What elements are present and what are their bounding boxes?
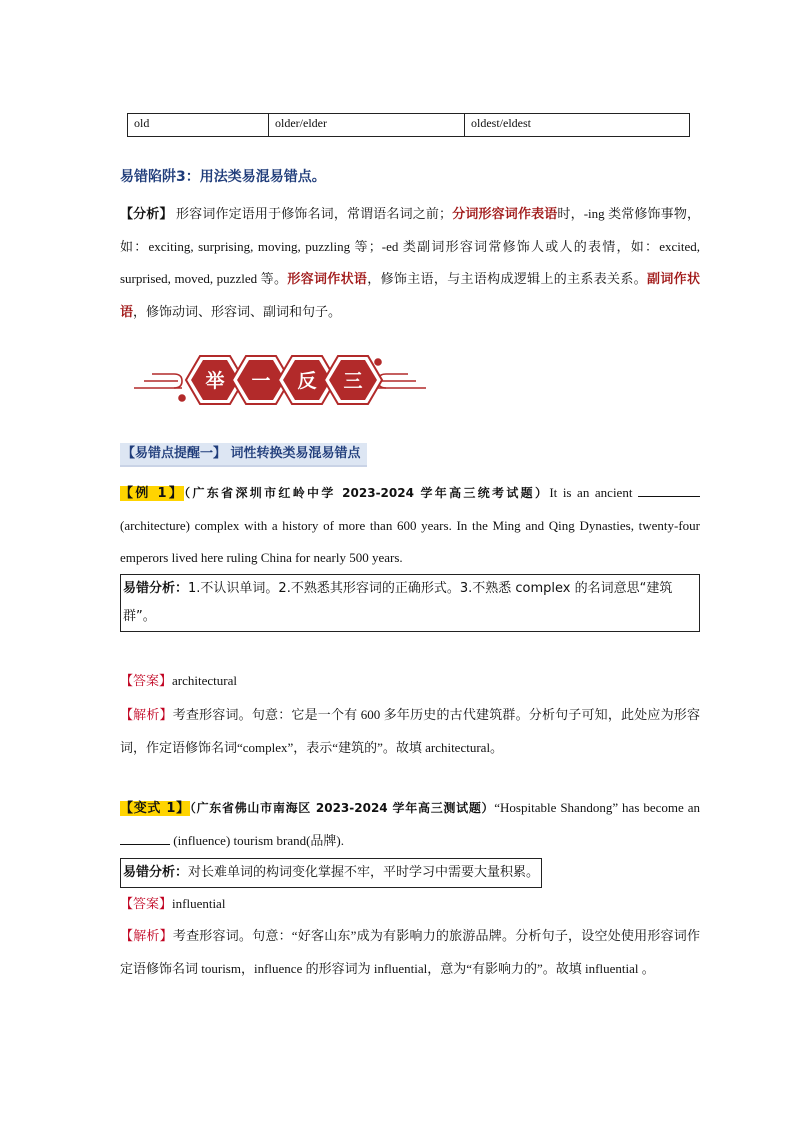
example1-answer-label: 【答案】	[120, 674, 173, 689]
variant1-error-analysis	[120, 858, 542, 888]
example1-source: （广东省深圳市红岭中学 2023-2024 学年高三统考试题）	[184, 486, 550, 500]
banner-char: 举	[205, 370, 225, 392]
example1-question-2: (architecture) complex with a history of more than 600 years. In the Ming and Qing Dynasties, twenty-four emperors lived here ruling China for nearly 500 years.	[120, 518, 700, 565]
table-cell: older/elder	[269, 114, 465, 137]
table-body	[128, 114, 690, 137]
banner-hexagons	[186, 356, 382, 404]
analysis-highlight-2: 形容词作状语	[287, 272, 368, 287]
variant1-source: （广东省佛山市南海区 2023-2024 学年高三测试题）	[189, 801, 495, 815]
analysis-text-2: 时，-ing 类常修饰事物，如：exciting, surprising, moving, puzzling 等；-ed 类副词形容词常修饰人或人的表情，如：excited, surprised, moved, puzzled 等。	[120, 206, 700, 286]
analysis-highlight-1: 分词形容词作表语	[452, 207, 558, 222]
example1-explanation	[120, 699, 700, 764]
variant1-answer	[120, 888, 700, 921]
analysis-text-3: ，修饰主语，与主语构成逻辑上的主系表关系。	[367, 271, 648, 286]
banner-hex-4	[324, 356, 382, 404]
table-cell: old	[128, 114, 269, 137]
variant1-question-2: (influence) tourism brand(品牌).	[170, 833, 345, 848]
left-ornament-icon	[134, 374, 185, 401]
variant1-label: 【变式 1】	[120, 801, 190, 816]
variant1-explain-text: 考查形容词。句意：“好客山东”成为有影响力的旅游品牌。分析句子，设空处使用形容词作定语修饰名词 tourism，influence 的形容词为 influential，意为“有影响力的”。故填 influential 。	[120, 928, 700, 976]
variant1-answer-label: 【答案】	[120, 897, 173, 912]
analysis-text-4: ，修饰动词、形容词、副词和句子。	[133, 304, 342, 319]
example1-explain-text: 考查形容词。句意：它是一个有 600 多年历史的古代建筑群。分析句子可知，此处应为形容词，作定语修饰名词“complex”，表示“建筑的”。故填 architectural。	[120, 707, 700, 755]
table-cell: oldest/eldest	[465, 114, 690, 137]
banner-char: 三	[343, 370, 363, 392]
analysis-text-1: 形容词作定语用于修饰名词，常谓语名词之前；	[172, 206, 453, 221]
example1-label: 【例 1】	[120, 486, 185, 501]
banner-char: 反	[297, 370, 317, 392]
variant1-explain-label: 【解析】	[120, 929, 173, 944]
variant1-answer-value: influential	[172, 896, 226, 911]
trap3-heading: 易错陷阱3：用法类易混易错点。	[120, 169, 326, 185]
right-ornament-icon	[375, 359, 426, 388]
analysis-paragraph	[120, 198, 700, 329]
example1-error-label: 易错分析：	[123, 581, 189, 596]
analysis-label: 【分析】	[120, 207, 173, 222]
adjective-forms-table	[127, 113, 690, 137]
example1-answer	[120, 665, 700, 698]
example1-error-text: 1.不认识单词。2.不熟悉其形容词的正确形式。3.不熟悉 complex 的名词意思“建筑群”。	[123, 581, 673, 624]
example1-error-analysis	[120, 574, 700, 632]
example1-blank	[638, 482, 700, 497]
variant1-error-text: 对长难单词的构词变化掌握不牢，平时学习中需要大量积累。	[188, 865, 540, 880]
banner-char: 一	[251, 370, 271, 392]
example1-question	[120, 477, 700, 574]
banner-ju-yi-fan-san	[130, 350, 430, 410]
variant1-question	[120, 792, 700, 857]
variant1-question-1: “Hospitable Shandong” has become an	[494, 800, 701, 815]
variant1-error-label: 易错分析：	[123, 865, 189, 880]
table-row	[128, 114, 690, 137]
variant1-blank	[120, 830, 170, 845]
example1-explain-label: 【解析】	[120, 708, 173, 723]
variant1-explanation	[120, 920, 700, 985]
example1-question-1: It is an ancient	[549, 485, 639, 500]
reminder-heading: 【易错点提醒一】 词性转换类易混易错点	[120, 443, 367, 467]
example1-answer-value: architectural	[172, 673, 237, 688]
analysis-highlight-3: 副词作状语	[120, 272, 700, 320]
